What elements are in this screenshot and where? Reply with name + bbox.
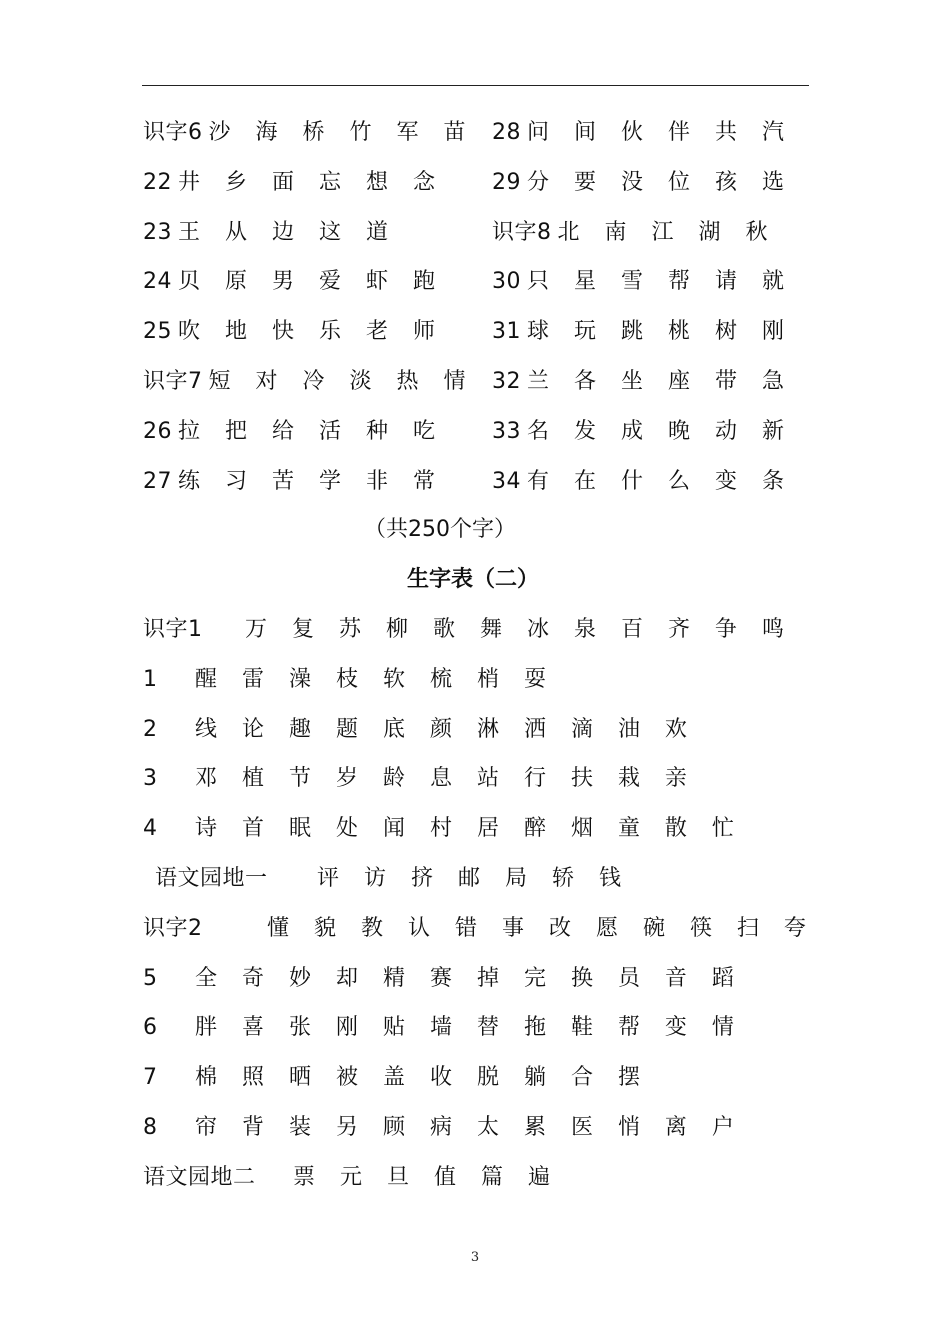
top-right-column: [492, 108, 832, 506]
section-title: 生字表（二）: [406, 567, 539, 592]
list-item: [143, 257, 483, 307]
lesson-label: 26: [143, 418, 172, 444]
lesson-chars: 练 习 苦 学 非 常: [178, 468, 441, 494]
lesson-chars: 全 奇 妙 却 精 赛 掉 完 换 员 音 蹈: [195, 965, 741, 991]
page-number: 3: [470, 1250, 480, 1265]
lesson-label: 23: [143, 219, 172, 245]
lesson-chars: 只 星 雪 帮 请 就: [527, 269, 790, 295]
lesson-chars: 胖 喜 张 刚 贴 墙 替 拖 鞋 帮 变 情: [195, 1015, 741, 1041]
lesson-label: 5: [143, 965, 158, 991]
lesson-label: 28: [492, 120, 521, 145]
lesson-label: 34: [492, 468, 521, 494]
list-item: [143, 457, 483, 507]
lesson-label: 32: [492, 368, 521, 394]
list-item: [143, 854, 823, 904]
lesson-label: 29: [492, 169, 521, 195]
list-item: [143, 705, 823, 755]
lesson-label: 27: [143, 468, 172, 494]
lesson-label: 识字1: [143, 617, 203, 642]
list-item: [143, 954, 823, 1004]
lesson-chars: 分 要 没 位 孩 选: [527, 169, 790, 195]
lesson-label: 4: [143, 816, 158, 842]
top-left-column: [143, 108, 483, 506]
list-item: [492, 108, 832, 158]
list-item: [143, 208, 483, 258]
lesson-chars: 线 论 趣 题 底 颜 淋 洒 滴 油 欢: [195, 716, 694, 742]
lesson-label: 6: [143, 1015, 158, 1041]
lesson-chars: 北 南 江 湖 秋: [557, 219, 774, 245]
lesson-chars: 球 玩 跳 桃 树 刚: [527, 319, 790, 345]
list-item: [492, 208, 832, 258]
lesson-chars: 醒 雷 澡 枝 软 梳 梢 耍: [195, 666, 553, 692]
lesson-label: 1: [143, 666, 158, 692]
list-item: [143, 1103, 823, 1153]
lesson-chars: 问 间 伙 伴 共 汽: [527, 120, 790, 145]
list-item: [143, 1053, 823, 1103]
lesson-chars: 井 乡 面 忘 想 念: [178, 169, 441, 195]
list-item: [492, 307, 832, 357]
lesson-chars: 帘 背 装 另 顾 病 太 累 医 悄 离 户: [195, 1114, 741, 1140]
lesson-chars: 沙 海 桥 竹 军 苗: [208, 120, 472, 145]
lesson-label: 25: [143, 319, 172, 345]
list-item: [492, 158, 832, 208]
lesson-chars: 拉 把 给 活 种 吃: [178, 418, 441, 444]
lesson-chars: 票 元 旦 值 篇 遍: [293, 1164, 557, 1190]
list-item: [143, 357, 483, 407]
list-item: [143, 605, 823, 655]
list-item: [492, 457, 832, 507]
lesson-label: 31: [492, 319, 521, 345]
lesson-label: 24: [143, 269, 172, 295]
lesson-label: 识字6: [143, 120, 203, 145]
lesson-chars: 评 访 挤 邮 局 轿 钱: [317, 865, 628, 891]
character-table-two: [143, 605, 823, 1203]
lesson-label: 2: [143, 716, 158, 742]
list-item: [143, 1003, 823, 1053]
list-item: [143, 804, 823, 854]
list-item: [492, 357, 832, 407]
lesson-chars: 有 在 什 么 变 条: [527, 468, 790, 494]
list-item: [143, 655, 823, 705]
character-total: （共250个字）: [364, 517, 516, 542]
list-item: [143, 407, 483, 457]
lesson-label: 7: [143, 1065, 158, 1091]
lesson-chars: 诗 首 眠 处 闻 村 居 醉 烟 童 散 忙: [195, 816, 741, 842]
lesson-chars: 懂 貌 教 认 错 事 改 愿 碗 筷 扫 夸: [267, 915, 813, 941]
lesson-label: 3: [143, 766, 158, 792]
list-item: [143, 1153, 823, 1203]
list-item: [143, 158, 483, 208]
list-item: [143, 108, 483, 158]
lesson-chars: 棉 照 晒 被 盖 收 脱 躺 合 摆: [195, 1065, 647, 1091]
lesson-chars: 短 对 冷 淡 热 情: [208, 368, 472, 394]
lesson-label: 8: [143, 1114, 158, 1140]
lesson-chars: 吹 地 快 乐 老 师: [178, 319, 441, 345]
lesson-chars: 名 发 成 晚 动 新: [527, 418, 790, 444]
lesson-chars: 万 复 苏 柳 歌 舞 冰 泉 百 齐 争 鸣: [245, 617, 791, 642]
list-item: [143, 307, 483, 357]
list-item: [492, 407, 832, 457]
header-rule: [142, 85, 809, 86]
lesson-chars: 兰 各 坐 座 带 急: [527, 368, 790, 394]
lesson-label: 30: [492, 269, 521, 295]
list-item: [492, 257, 832, 307]
list-item: [143, 754, 823, 804]
lesson-label: 语文园地二: [143, 1164, 256, 1190]
lesson-label: 22: [143, 169, 172, 195]
lesson-chars: 邓 植 节 岁 龄 息 站 行 扶 栽 亲: [195, 766, 694, 792]
lesson-chars: 王 从 边 这 道: [178, 219, 394, 245]
list-item: [143, 904, 823, 954]
lesson-label: 识字8: [492, 219, 552, 245]
lesson-label: 语文园地一: [155, 865, 268, 891]
lesson-label: 33: [492, 418, 521, 444]
lesson-label: 识字7: [143, 368, 203, 394]
lesson-label: 识字2: [143, 915, 203, 941]
lesson-chars: 贝 原 男 爱 虾 跑: [178, 269, 441, 295]
